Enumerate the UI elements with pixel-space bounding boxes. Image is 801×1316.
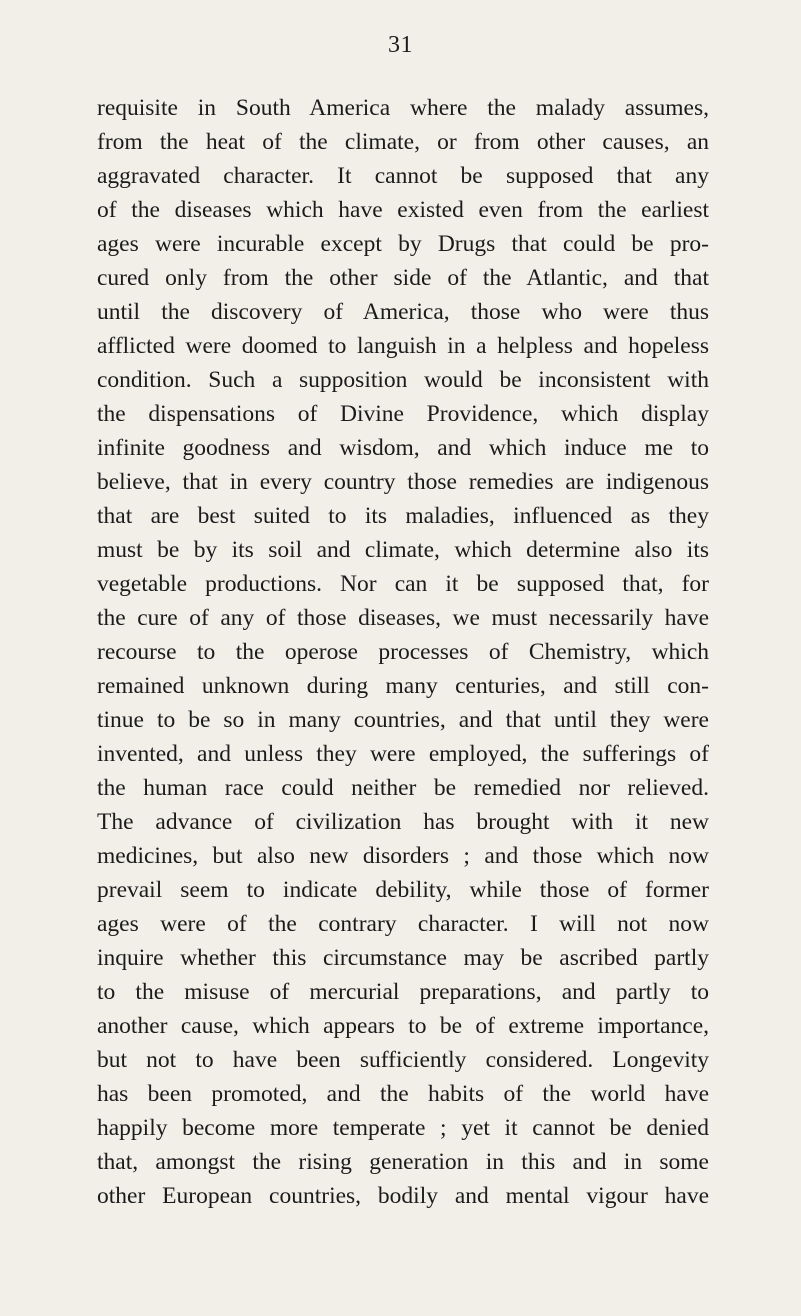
text-line: from the heat of the climate, or from other causes, an bbox=[97, 129, 709, 155]
text-line: the dispensations of Divine Providence, which display bbox=[97, 401, 709, 427]
text-line: has been promoted, and the habits of the world have bbox=[97, 1081, 709, 1107]
text-line: The advance of civilization has brought with it new bbox=[97, 809, 709, 835]
text-line: inquire whether this circumstance may be ascribed partly bbox=[97, 945, 709, 971]
text-line: but not to have been sufficiently considered. Longevity bbox=[97, 1047, 709, 1073]
text-line: other European countries, bodily and mental vigour have bbox=[97, 1183, 709, 1209]
text-line: happily become more temperate ; yet it cannot be denied bbox=[97, 1115, 709, 1141]
text-line: ages were incurable except by Drugs that could be pro- bbox=[97, 231, 709, 257]
text-line: believe, that in every country those remedies are indigenous bbox=[97, 469, 709, 495]
text-line: condition. Such a supposition would be inconsistent with bbox=[97, 367, 709, 393]
text-line: vegetable productions. Nor can it be supposed that, for bbox=[97, 571, 709, 597]
text-line: aggravated character. It cannot be supposed that any bbox=[97, 163, 709, 189]
text-line: cured only from the other side of the Atlantic, and that bbox=[97, 265, 709, 291]
text-line: that, amongst the rising generation in this and in some bbox=[97, 1149, 709, 1175]
text-line: that are best suited to its maladies, influenced as they bbox=[97, 503, 709, 529]
text-line: invented, and unless they were employed, the sufferings of bbox=[97, 741, 709, 767]
text-line: the cure of any of those diseases, we must necessarily have bbox=[97, 605, 709, 631]
page-number: 31 bbox=[388, 32, 413, 58]
text-line: of the diseases which have existed even from the earliest bbox=[97, 197, 709, 223]
text-line: the human race could neither be remedied nor relieved. bbox=[97, 775, 709, 801]
text-line: medicines, but also new disorders ; and those which now bbox=[97, 843, 709, 869]
body-text bbox=[97, 91, 709, 1213]
text-line: must be by its soil and climate, which determine also its bbox=[97, 537, 709, 563]
text-line: to the misuse of mercurial preparations, and partly to bbox=[97, 979, 709, 1005]
text-line: remained unknown during many centuries, and still con- bbox=[97, 673, 709, 699]
text-line: ages were of the contrary character. I will not now bbox=[97, 911, 709, 937]
text-line: another cause, which appears to be of extreme importance, bbox=[97, 1013, 709, 1039]
text-line: infinite goodness and wisdom, and which induce me to bbox=[97, 435, 709, 461]
text-line: prevail seem to indicate debility, while those of former bbox=[97, 877, 709, 903]
text-line: afflicted were doomed to languish in a helpless and hopeless bbox=[97, 333, 709, 359]
text-line: tinue to be so in many countries, and that until they were bbox=[97, 707, 709, 733]
text-line: requisite in South America where the malady assumes, bbox=[97, 95, 709, 121]
text-line: recourse to the operose processes of Chemistry, which bbox=[97, 639, 709, 665]
text-line: until the discovery of America, those who were thus bbox=[97, 299, 709, 325]
